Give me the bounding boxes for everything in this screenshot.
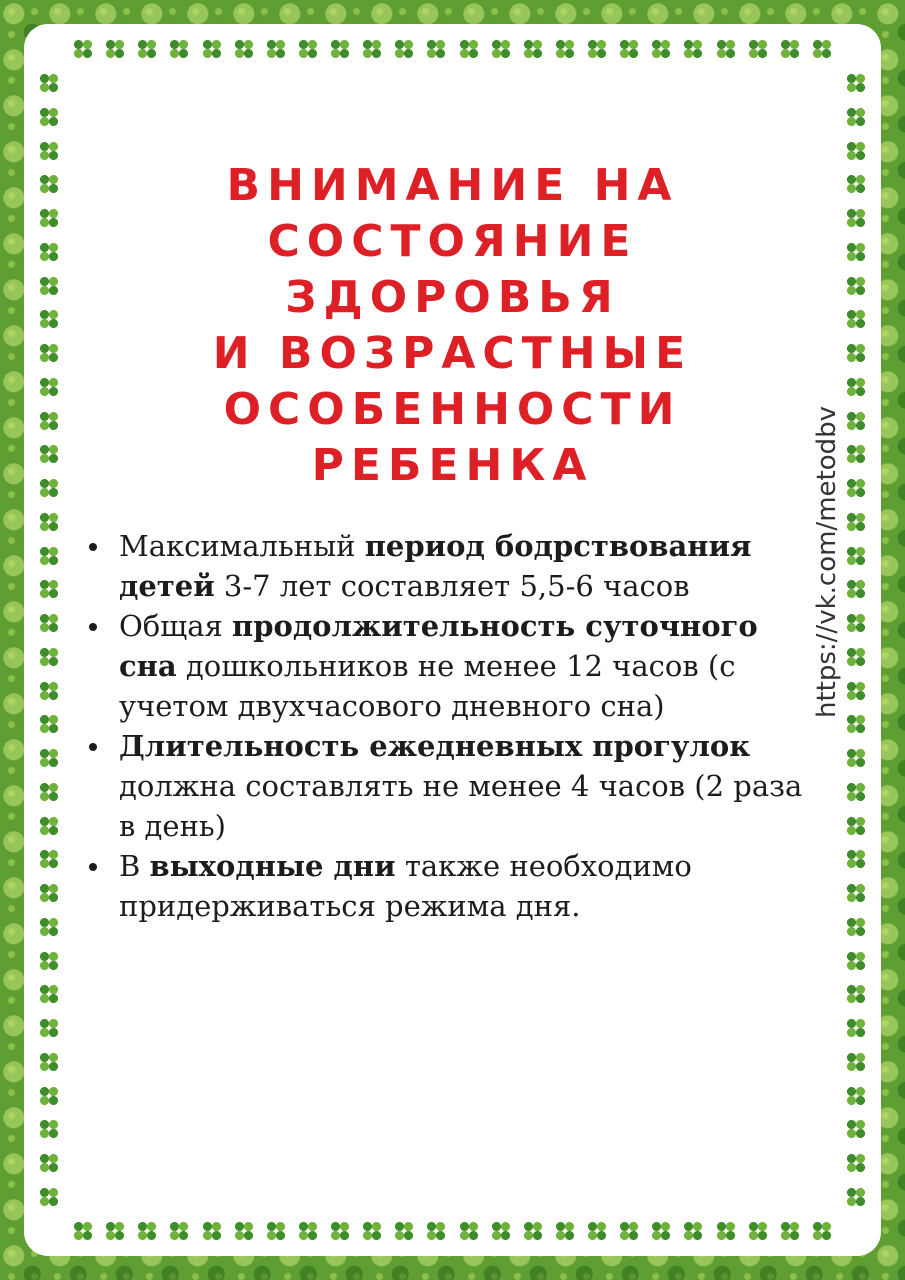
clover-icon bbox=[847, 1087, 865, 1105]
clover-icon bbox=[40, 614, 58, 632]
clover-icon bbox=[847, 1053, 865, 1071]
clover-icon bbox=[813, 40, 831, 58]
title-line: ЗДОРОВЬЯ bbox=[285, 272, 620, 323]
clover-icon bbox=[331, 40, 349, 58]
clover-icon bbox=[847, 142, 865, 160]
clover-icon bbox=[203, 1222, 221, 1240]
clover-icon bbox=[749, 40, 767, 58]
clover-icon bbox=[267, 40, 285, 58]
clover-icon bbox=[847, 817, 865, 835]
item-bold-text: продолжительность суточного сна bbox=[119, 609, 758, 683]
item-bold-text: Длительность ежедневных прогулок bbox=[119, 729, 751, 763]
clover-icon bbox=[170, 40, 188, 58]
clover-icon bbox=[492, 1222, 510, 1240]
clover-icon bbox=[847, 1154, 865, 1172]
clover-icon bbox=[684, 40, 702, 58]
clover-icon bbox=[460, 1222, 478, 1240]
source-url: https://vk.com/metodbv bbox=[812, 405, 842, 718]
item-text: Общая bbox=[119, 609, 232, 643]
clover-icon bbox=[847, 850, 865, 868]
clover-icon bbox=[40, 142, 58, 160]
clover-icon bbox=[299, 1222, 317, 1240]
clover-icon bbox=[267, 1222, 285, 1240]
clover-icon bbox=[40, 985, 58, 1003]
clover-icon bbox=[40, 74, 58, 92]
clover-icon bbox=[40, 850, 58, 868]
item-text: также необходимо придерживаться режима дня. bbox=[119, 849, 692, 923]
clover-icon bbox=[847, 547, 865, 565]
clover-icon bbox=[40, 108, 58, 126]
clover-icon bbox=[652, 1222, 670, 1240]
list-item bbox=[85, 846, 805, 926]
clover-icon bbox=[524, 40, 542, 58]
clover-icon bbox=[556, 1222, 574, 1240]
title-line: РЕБЕНКА bbox=[311, 440, 594, 491]
clover-icon bbox=[395, 40, 413, 58]
clover-icon bbox=[40, 682, 58, 700]
clover-icon bbox=[363, 1222, 381, 1240]
clover-icon bbox=[40, 547, 58, 565]
clover-icon bbox=[847, 952, 865, 970]
item-bold-text: период бодрствования детей bbox=[119, 529, 752, 603]
clover-icon bbox=[427, 1222, 445, 1240]
clover-icon bbox=[847, 1188, 865, 1206]
clover-icon bbox=[235, 1222, 253, 1240]
clover-icon bbox=[395, 1222, 413, 1240]
clover-icon bbox=[40, 1053, 58, 1071]
title-line: ВНИМАНИЕ НА bbox=[226, 160, 679, 211]
clover-icon bbox=[524, 1222, 542, 1240]
clover-icon bbox=[847, 1019, 865, 1037]
clover-icon bbox=[40, 1019, 58, 1037]
clover-icon bbox=[74, 40, 92, 58]
clover-icon bbox=[847, 513, 865, 531]
clover-icon bbox=[40, 884, 58, 902]
clover-icon bbox=[847, 614, 865, 632]
list-item bbox=[85, 606, 805, 726]
item-text: дошкольников не менее 12 часов (с учетом двухчасового дневного сна) bbox=[119, 649, 736, 723]
clover-icon bbox=[847, 1120, 865, 1138]
clover-icon bbox=[847, 783, 865, 801]
clover-icon bbox=[299, 40, 317, 58]
clover-icon bbox=[40, 648, 58, 666]
clover-icon bbox=[40, 580, 58, 598]
clover-icon bbox=[847, 749, 865, 767]
rules-list bbox=[85, 526, 805, 926]
clover-icon bbox=[331, 1222, 349, 1240]
clover-icon bbox=[492, 40, 510, 58]
clover-icon bbox=[40, 783, 58, 801]
clover-icon bbox=[106, 1222, 124, 1240]
clover-icon bbox=[847, 884, 865, 902]
item-text: В bbox=[119, 849, 150, 883]
clover-icon bbox=[40, 1087, 58, 1105]
clover-icon bbox=[40, 749, 58, 767]
clover-icon bbox=[427, 40, 445, 58]
clover-icon bbox=[847, 648, 865, 666]
clover-icon bbox=[717, 1222, 735, 1240]
clover-icon bbox=[652, 40, 670, 58]
clover-icon bbox=[847, 682, 865, 700]
clover-icon bbox=[40, 513, 58, 531]
clover-icon bbox=[620, 1222, 638, 1240]
clover-icon bbox=[684, 1222, 702, 1240]
clover-icon bbox=[847, 985, 865, 1003]
clover-icon bbox=[588, 1222, 606, 1240]
clover-icon bbox=[235, 40, 253, 58]
clover-border-bottom bbox=[74, 1222, 831, 1240]
item-text: 3-7 лет составляет 5,5-6 часов bbox=[214, 569, 690, 603]
clover-icon bbox=[781, 40, 799, 58]
clover-icon bbox=[203, 40, 221, 58]
clover-icon bbox=[588, 40, 606, 58]
clover-icon bbox=[847, 74, 865, 92]
clover-icon bbox=[460, 40, 478, 58]
clover-icon bbox=[40, 1120, 58, 1138]
clover-icon bbox=[138, 1222, 156, 1240]
clover-icon bbox=[781, 1222, 799, 1240]
clover-border-top bbox=[74, 40, 831, 58]
list-item bbox=[85, 726, 805, 846]
item-bold-text: выходные дни bbox=[149, 849, 396, 883]
title-line: И ВОЗРАСТНЫЕ bbox=[212, 328, 693, 379]
item-text: Максимальный bbox=[119, 529, 365, 563]
item-text: должна составлять не менее 4 часов (2 раза в день) bbox=[119, 769, 803, 843]
clover-icon bbox=[138, 40, 156, 58]
clover-icon bbox=[363, 40, 381, 58]
clover-icon bbox=[749, 1222, 767, 1240]
clover-icon bbox=[847, 918, 865, 936]
title-line: СОСТОЯНИЕ bbox=[267, 216, 638, 267]
list-item bbox=[85, 526, 805, 606]
clover-icon bbox=[40, 1188, 58, 1206]
clover-icon bbox=[620, 40, 638, 58]
clover-icon bbox=[40, 952, 58, 970]
clover-icon bbox=[106, 40, 124, 58]
clover-icon bbox=[813, 1222, 831, 1240]
clover-icon bbox=[847, 580, 865, 598]
clover-icon bbox=[170, 1222, 188, 1240]
clover-icon bbox=[40, 817, 58, 835]
clover-icon bbox=[40, 918, 58, 936]
clover-icon bbox=[40, 715, 58, 733]
clover-icon bbox=[847, 715, 865, 733]
clover-icon bbox=[847, 108, 865, 126]
poster-title bbox=[0, 158, 905, 494]
clover-icon bbox=[717, 40, 735, 58]
title-line: ОСОБЕННОСТИ bbox=[223, 384, 682, 435]
clover-icon bbox=[74, 1222, 92, 1240]
clover-icon bbox=[40, 1154, 58, 1172]
clover-icon bbox=[556, 40, 574, 58]
